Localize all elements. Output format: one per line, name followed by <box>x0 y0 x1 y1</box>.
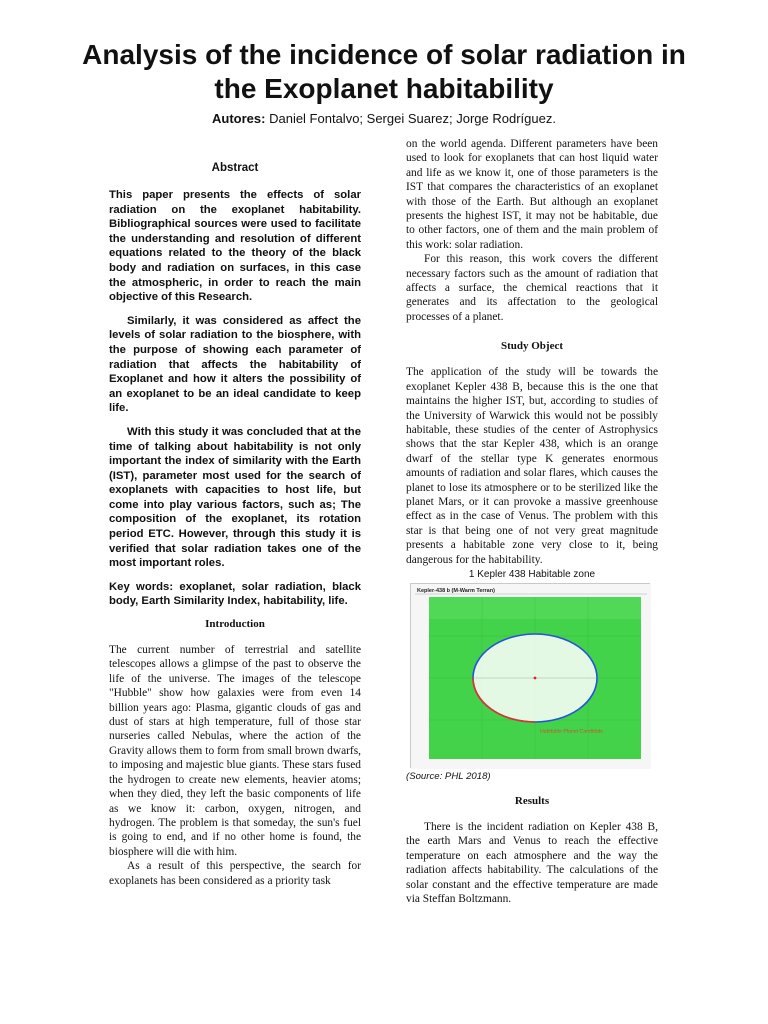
habitable-candidate-label: Habitable Planet Candidate <box>540 728 604 735</box>
study-object-heading: Study Object <box>500 340 564 353</box>
paper-title: Analysis of the incidence of solar radiation in the Exoplanet habitability <box>82 39 686 104</box>
body-paragraph: For this reason, this work covers the different necessary factors such as the amount of radiation that affects a surface, the chemical reactions that it generates and its affectation to the geological processes of a planet. <box>406 253 658 323</box>
results-paragraph: There is the incident radiation on Kepler 438 B, the earth Mars and Venus to reach the effective temperature on each atmosphere and the way the radiation affects habitability. The calculations of the solar constant and the effective temperature are made via Steffan Boltzmann. <box>406 820 658 905</box>
authors-names: Daniel Fontalvo; Sergei Suarez; Jorge Rodríguez. <box>269 111 556 126</box>
figure-caption: 1 Kepler 438 Habitable zone <box>468 568 596 580</box>
authors-line <box>60 111 708 126</box>
continuation-paragraph: on the world agenda. Different parameters have been used to look for exoplanets that can host liquid water and life as we know it, one of those parameters is the IST that compares the characteristics of an exoplanet with those of the Earth. But although an exoplanet presents the highest IST, it may not be habitable, due to other factors, one of them and the main problem of this work: solar radiation. <box>406 138 658 251</box>
abstract-heading: Abstract <box>211 162 259 174</box>
introduction-paragraph: The current number of terrestrial and satellite telescopes allows a glimpse of the past to observe the life of the universe. The images of the telescope "Hubble" show how galaxies were from even 14 billion years ago: Plasma, gigantic clouds of gas and dust of stars at high temperature, full of those star nurseries called Nebulas, where the action of the Gravity allows them to form from small brown dwarfs, to imposing and majestic blue giants. These stars fused the hydrogen to create new elements, heavier atoms; when they died, they left the basic components of life as we know it: carbon, oxygen, nitrogen, and hydrogen. The problem is that someday, the sun's fuel is going to end, and if no other home is found, the biosphere will die with him. <box>109 644 361 858</box>
introduction-paragraph: As a result of this perspective, the search for exoplanets has been considered as a priority task <box>109 860 361 887</box>
left-column <box>109 150 361 888</box>
abstract-paragraph: With this study it was concluded that at the time of talking about habitability is not only important the index of similarity with the Earth (IST), parameter most used for the search of exoplanets with capacities to host life, but come into play various factors, such as; The composition of the exoplanet, its rotation period ETC. However, through this study it is verified that solar radiation takes one of the most important roles. <box>109 425 361 570</box>
right-column <box>406 137 658 906</box>
figure-source: (Source: PHL 2018) <box>406 770 491 782</box>
introduction-heading: Introduction <box>205 618 265 631</box>
habitable-zone-diagram <box>411 584 651 769</box>
figure-title: Kepler-438 b (M-Warm Terran) <box>417 587 495 594</box>
habitable-zone-figure <box>410 583 650 768</box>
abstract-paragraph: Similarly, it was considered as affect the levels of solar radiation to the biosphere, with the purpose of showing each parameter of radiation that affects the habitability of Exoplanet and how it alters the possibility of an exoplanet to be an ideal candidate to keep life. <box>109 314 361 415</box>
results-heading: Results <box>514 794 550 807</box>
keywords-paragraph: Key words: exoplanet, solar radiation, black body, Earth Similarity Index, habitability, life. <box>109 580 361 608</box>
authors-label: Autores: <box>212 111 266 126</box>
star-marker <box>534 677 537 680</box>
abstract-paragraph: This paper presents the effects of solar radiation on the exoplanet habitability. Bibliographical sources were used to facilitate the understanding and resolution of different equations related to the theory of the black body and radiation on surfaces, in this case the atmospheric, in order to reach the main objective of this Research. <box>109 189 361 304</box>
study-object-paragraph: The application of the study will be towards the exoplanet Kepler 438 B, because this is the one that maintains the higher IST, but, according to studies of the University of Warwick this would not be possibly habitable, these studies of the center of Astrophysics shows that the star Kepler 438, which is an orange dwarf of the stellar type K generates enormous amounts of radiation and solar flares, which causes the planet to lose its atmosphere or to be sterilized like the planet Mars, or it can provoke a massive greenhouse effect as in the case of Venus. The problem with this star is that being one of not very great magnitude presents a habitable zone very close to it, being dangerous for the habitability. <box>406 366 658 566</box>
